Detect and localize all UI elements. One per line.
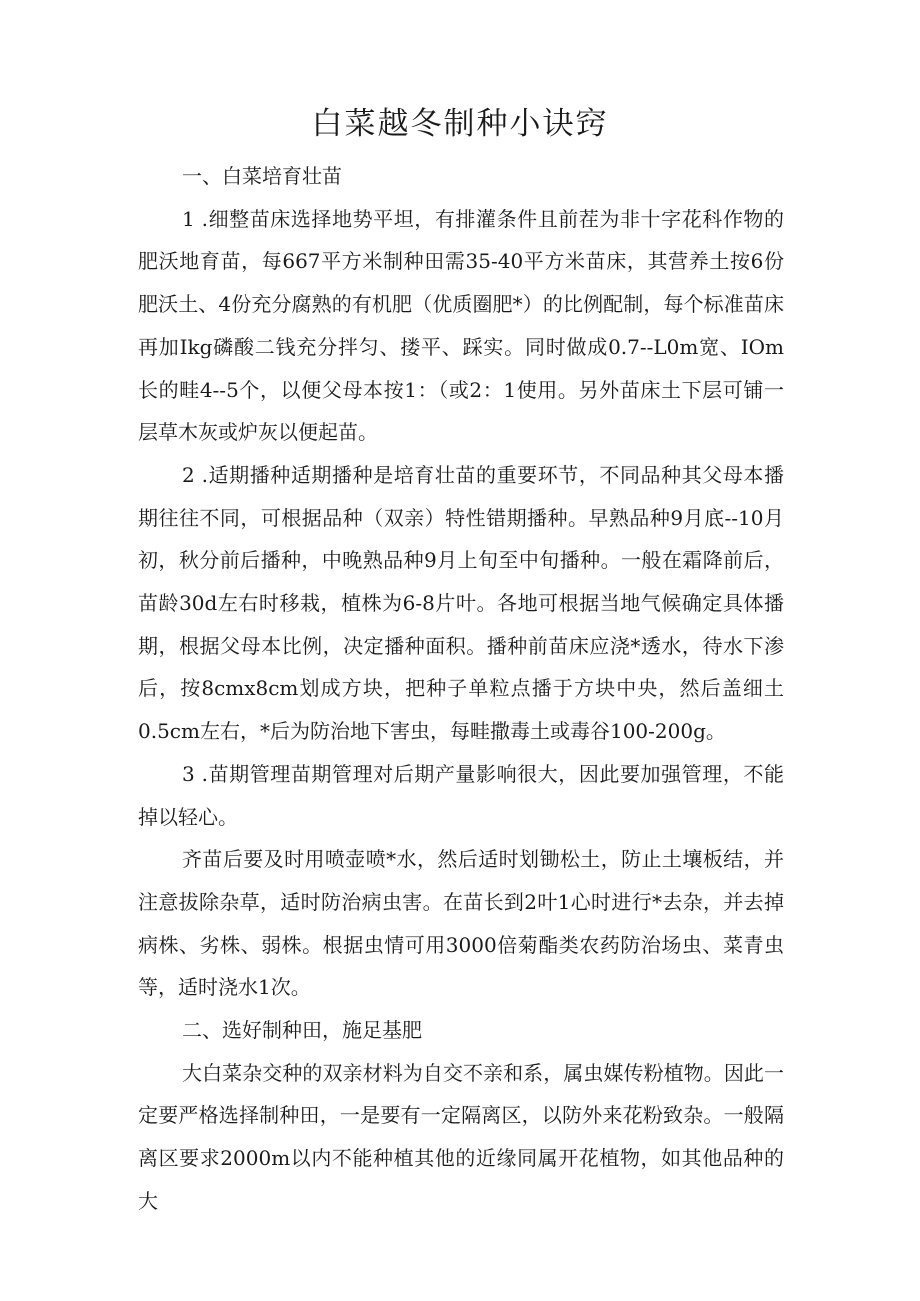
paragraph-seed-field: 大白菜杂交种的双亲材料为自交不亲和系，属虫媒传粉植物。因此一定要严格选择制种田，一是要有一定隔离区，以防外来花粉致杂。一般隔离区要求2000m以内不能种植其他的近缘同属开花植物，如其他品种的大: [138, 1060, 784, 1213]
section-heading-1: 一、白菜培育壮苗: [182, 164, 342, 188]
paragraph-sowing: 2 .适期播种适期播种是培育壮苗的重要环节，不同品种其父母本播期往往不同，可根据品种（双亲）特性错期播种。早熟品种9月底--10月初，秋分前后播种，中晚熟品种9月上旬至中旬播种。一般在霜降前后，苗龄30d左右时移栽，植株为6-8片叶。各地可根据当地气候确定具体播期，根据父母本比例，决定播种面积。播种前苗床应浇*透水，待水下渗后，按8cmx8cm划成方块，把种子单粒点播于方块中央，然后盖细土0.5cm左右，*后为防治地下害虫，每畦撒毒土或毒谷100-200g。: [138, 462, 784, 744]
section-heading-2: 二、选好制种田，施足基肥: [182, 1018, 422, 1043]
paragraph-seedbed: 1 .细整苗床选择地势平坦，有排灌条件且前茬为非十字花科作物的肥沃地育苗，每667平方米制种田需35-40平方米苗床，其营养土按6份肥沃土、4份充分腐熟的有机肥（优质圈肥*）的比例配制，每个标准苗床再加Ikg磷酸二钱充分拌匀、搂平、踩实。同时做成0.7--L0m宽、IOm长的畦4--5个，以便父母本按1：（或2：1使用。另外苗床土下层可铺一层草木灰或炉灰以便起苗。: [138, 206, 784, 445]
paragraph-seedling-management: 3 .苗期管理苗期管理对后期产量影响很大，因此要加强管理，不能掉以轻心。: [138, 761, 784, 829]
paragraph-seedling-care: 齐苗后要及时用喷壶喷*水，然后适时划锄松土，防止土壤板结，并注意拔除杂草，适时防治病虫害。在苗长到2叶1心时进行*去杂，并去掉病株、劣株、弱株。根据虫情可用3000倍菊酯类农药防治场虫、菜青虫等，适时浇水1次。: [138, 847, 784, 1000]
document-title: 白菜越冬制种小诀窍: [311, 106, 609, 142]
document-body: [138, 155, 784, 1223]
